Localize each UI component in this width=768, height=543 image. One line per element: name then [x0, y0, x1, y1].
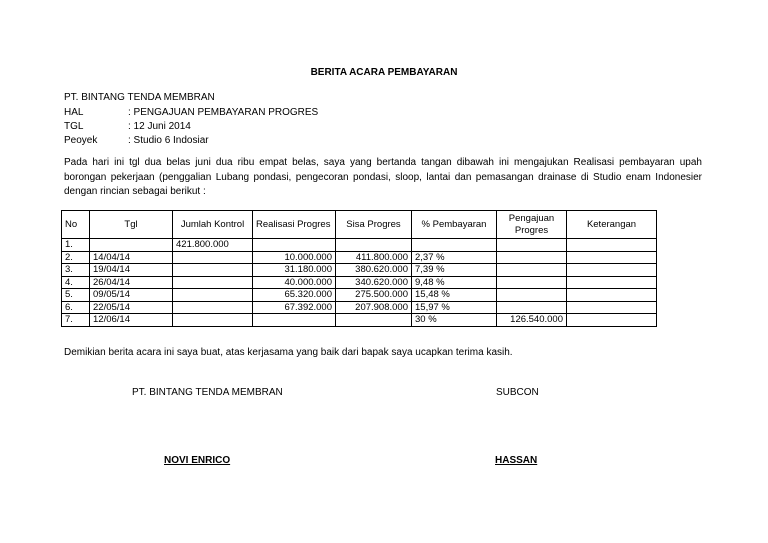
table-row: [62, 289, 657, 302]
header-pengajuan-progres: Pengajuan Progres: [497, 211, 567, 239]
cell-realisasi: [253, 314, 336, 327]
cell-no: 7.: [62, 314, 90, 327]
cell-pengajuan: 126.540.000: [497, 314, 567, 327]
document-title: BERITA ACARA PEMBAYARAN: [310, 67, 458, 78]
cell-keterangan: [567, 251, 657, 264]
header-keterangan: Keterangan: [567, 211, 657, 239]
cell-tgl: [90, 239, 173, 252]
cell-jumlah-kontrol: [173, 314, 253, 327]
cell-no: 1.: [62, 239, 90, 252]
cell-tgl: 22/05/14: [90, 301, 173, 314]
cell-keterangan: [567, 289, 657, 302]
cell-no: 6.: [62, 301, 90, 314]
cell-jumlah-kontrol: [173, 301, 253, 314]
field-value-proyek: : Studio 6 Indosiar: [128, 135, 209, 146]
cell-pengajuan: [497, 276, 567, 289]
right-signatory-name: HASSAN: [495, 455, 538, 466]
right-signatory-org: SUBCON: [496, 387, 539, 398]
cell-sisa: 380.620.000: [336, 264, 412, 277]
cell-realisasi: 40.000.000: [253, 276, 336, 289]
cell-sisa: [336, 314, 412, 327]
cell-pembayaran: 30 %: [412, 314, 497, 327]
cell-jumlah-kontrol: [173, 276, 253, 289]
cell-pengajuan: [497, 239, 567, 252]
cell-keterangan: [567, 276, 657, 289]
cell-sisa: 340.620.000: [336, 276, 412, 289]
cell-tgl: 19/04/14: [90, 264, 173, 277]
cell-pengajuan: [497, 289, 567, 302]
header-realisasi-progres: Realisasi Progres: [253, 211, 336, 239]
cell-jumlah-kontrol: [173, 251, 253, 264]
cell-pembayaran: 2,37 %: [412, 251, 497, 264]
cell-tgl: 09/05/14: [90, 289, 173, 302]
cell-tgl: 12/06/14: [90, 314, 173, 327]
cell-keterangan: [567, 264, 657, 277]
closing-statement: Demikian berita acara ini saya buat, atas kerjasama yang baik dari bapak saya ucapkan terima kasih.: [64, 347, 513, 358]
field-value-hal: : PENGAJUAN PEMBAYARAN PROGRES: [128, 107, 319, 118]
cell-realisasi: 65.320.000: [253, 289, 336, 302]
cell-jumlah-kontrol: [173, 289, 253, 302]
cell-keterangan: [567, 301, 657, 314]
cell-pembayaran: 15,48 %: [412, 289, 497, 302]
intro-paragraph: Pada hari ini tgl dua belas juni dua ribu empat belas, saya yang bertanda tangan dibawah ini mengajukan Realisasi pembayaran upah borongan pekerjaan (penggalian Lubang pondasi, pengecoran pondasi, sloop, lantai dan pemasangan drainase di Studio enam Indonesier dengan rincian sebagai berikut :: [64, 157, 702, 197]
cell-no: 3.: [62, 264, 90, 277]
table-row: [62, 239, 657, 252]
table-row: [62, 314, 657, 327]
cell-pembayaran: 7,39 %: [412, 264, 497, 277]
left-signatory-org: PT. BINTANG TENDA MEMBRAN: [132, 387, 283, 398]
cell-keterangan: [567, 239, 657, 252]
cell-sisa: 275.500.000: [336, 289, 412, 302]
company-name: PT. BINTANG TENDA MEMBRAN: [64, 92, 215, 103]
cell-pembayaran: 9,48 %: [412, 276, 497, 289]
cell-sisa: [336, 239, 412, 252]
cell-sisa: 207.908.000: [336, 301, 412, 314]
cell-keterangan: [567, 314, 657, 327]
cell-no: 2.: [62, 251, 90, 264]
cell-pembayaran: [412, 239, 497, 252]
left-signatory-name: NOVI ENRICO: [164, 455, 231, 466]
cell-pengajuan: [497, 264, 567, 277]
cell-pengajuan: [497, 301, 567, 314]
table-row: [62, 276, 657, 289]
table-header-row: [62, 211, 657, 239]
cell-sisa: 411.800.000: [336, 251, 412, 264]
cell-tgl: 14/04/14: [90, 251, 173, 264]
cell-realisasi: 31.180.000: [253, 264, 336, 277]
cell-realisasi: 10.000.000: [253, 251, 336, 264]
field-label-proyek: Peoyek: [64, 135, 98, 146]
payment-table: [61, 210, 657, 327]
table-row: [62, 301, 657, 314]
cell-pengajuan: [497, 251, 567, 264]
cell-tgl: 26/04/14: [90, 276, 173, 289]
header-tgl: Tgl: [90, 211, 173, 239]
field-label-tgl: TGL: [64, 121, 84, 132]
header-sisa-progres: Sisa Progres: [336, 211, 412, 239]
table-row: [62, 264, 657, 277]
cell-realisasi: [253, 239, 336, 252]
cell-jumlah-kontrol: 421.800.000: [173, 239, 253, 252]
header-jumlah-kontrol: Jumlah Kontrol: [173, 211, 253, 239]
cell-realisasi: 67.392.000: [253, 301, 336, 314]
cell-no: 4.: [62, 276, 90, 289]
field-value-tgl: : 12 Juni 2014: [128, 121, 191, 132]
table-row: [62, 251, 657, 264]
header-no: No: [62, 211, 90, 239]
field-label-hal: HAL: [64, 107, 84, 118]
cell-jumlah-kontrol: [173, 264, 253, 277]
cell-pembayaran: 15,97 %: [412, 301, 497, 314]
cell-no: 5.: [62, 289, 90, 302]
header-pembayaran: % Pembayaran: [412, 211, 497, 239]
